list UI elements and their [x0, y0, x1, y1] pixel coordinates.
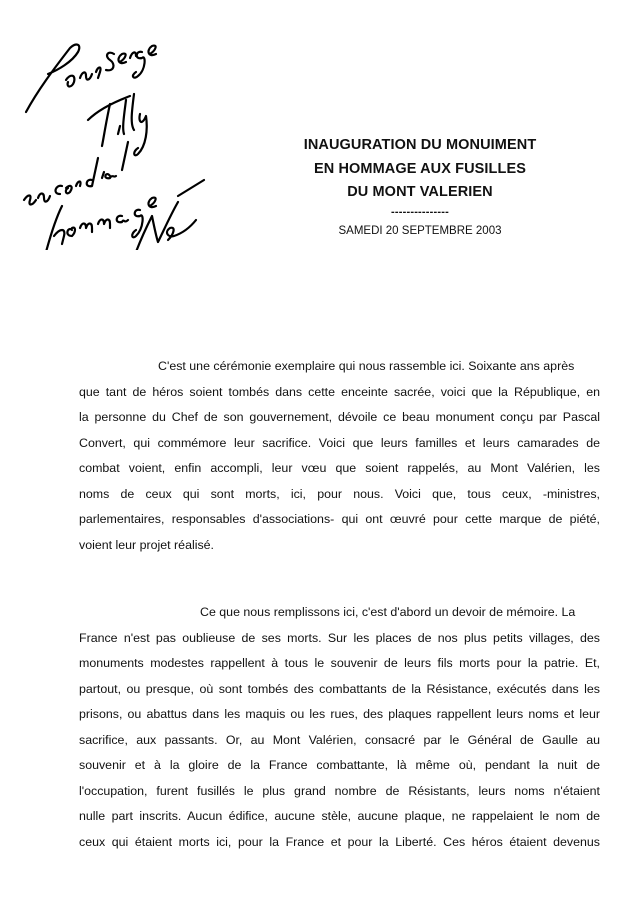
paragraph-line: partout, ou presque, où sont tombés des combattants de la Résistance, exécutés dans les	[79, 681, 600, 696]
document-header	[272, 134, 568, 241]
paragraph-line: l'occupation, furent fusillés le plus grand nombre de Résistants, leurs noms n'étaient	[79, 783, 600, 798]
paragraph-line: Convert, qui commémore leur sacrifice. Voici que leurs familles et leurs camarades de	[79, 435, 600, 450]
event-date: SAMEDI 20 SEPTEMBRE 2003	[338, 224, 502, 237]
handwritten-dedication	[18, 30, 208, 250]
paragraph-line: souvenir et à la gloire de la France combattante, là même où, pendant la nuit de	[79, 758, 600, 772]
paragraph-line: combat voient, enfin accompli, leur vœu que soient rappelés, au Mont Valérien, les	[79, 461, 600, 475]
paragraph-line: sacrifice, aux passants. Or, au Mont Valérien, consacré par le Général de Gaulle au	[79, 732, 600, 747]
paragraph-line: ceux qui étaient morts ici, pour la France et pour la Liberté. Ces héros étaient devenus	[79, 834, 600, 849]
paragraph-line: voient leur projet réalisé.	[79, 537, 214, 552]
paragraph-line: C'est une cérémonie exemplaire qui nous rassemble ici. Soixante ans après	[158, 359, 575, 373]
paragraph-line: que tant de héros soient tombés dans cette enceinte sacrée, voici que la République, en	[79, 384, 600, 399]
paragraph-line: nulle part inscrits. Aucun édifice, aucune stèle, aucune plaque, ne rappelaient le nom de	[79, 809, 600, 823]
title-separator: ---------------	[391, 205, 449, 218]
title-line-3: DU MONT VALERIEN	[347, 184, 493, 200]
paragraph-line: la personne du Chef de son gouvernement, dévoile ce beau monument conçu par Pascal	[79, 410, 600, 424]
paragraph-2	[79, 600, 600, 855]
paragraph-line: noms de ceux qui sont morts, ici, pour nous. Voici que, tous ceux, -ministres,	[79, 486, 600, 501]
paragraph-1	[79, 354, 600, 558]
paragraph-line: prisons, ou abattus dans les maquis ou les rues, des plaques rappellent leurs noms et leur	[79, 707, 600, 721]
paragraph-line: monuments modestes rappellent à tous le souvenir de leurs fils morts pour la patrie. Et,	[79, 656, 600, 670]
paragraph-line: France n'est pas oublieuse de ses morts. Sur les places de nos plus petits villages, des	[79, 630, 600, 645]
title-line-2: EN HOMMAGE AUX FUSILLES	[313, 160, 527, 177]
paragraph-line: parlementaires, responsables d'associations- qui ont œuvré pour cette marque de piété,	[79, 512, 600, 526]
paragraph-line: Ce que nous remplissons ici, c'est d'abord un devoir de mémoire. La	[200, 605, 576, 619]
title-line-1: INAUGURATION DU MONUIMENT	[303, 137, 537, 153]
